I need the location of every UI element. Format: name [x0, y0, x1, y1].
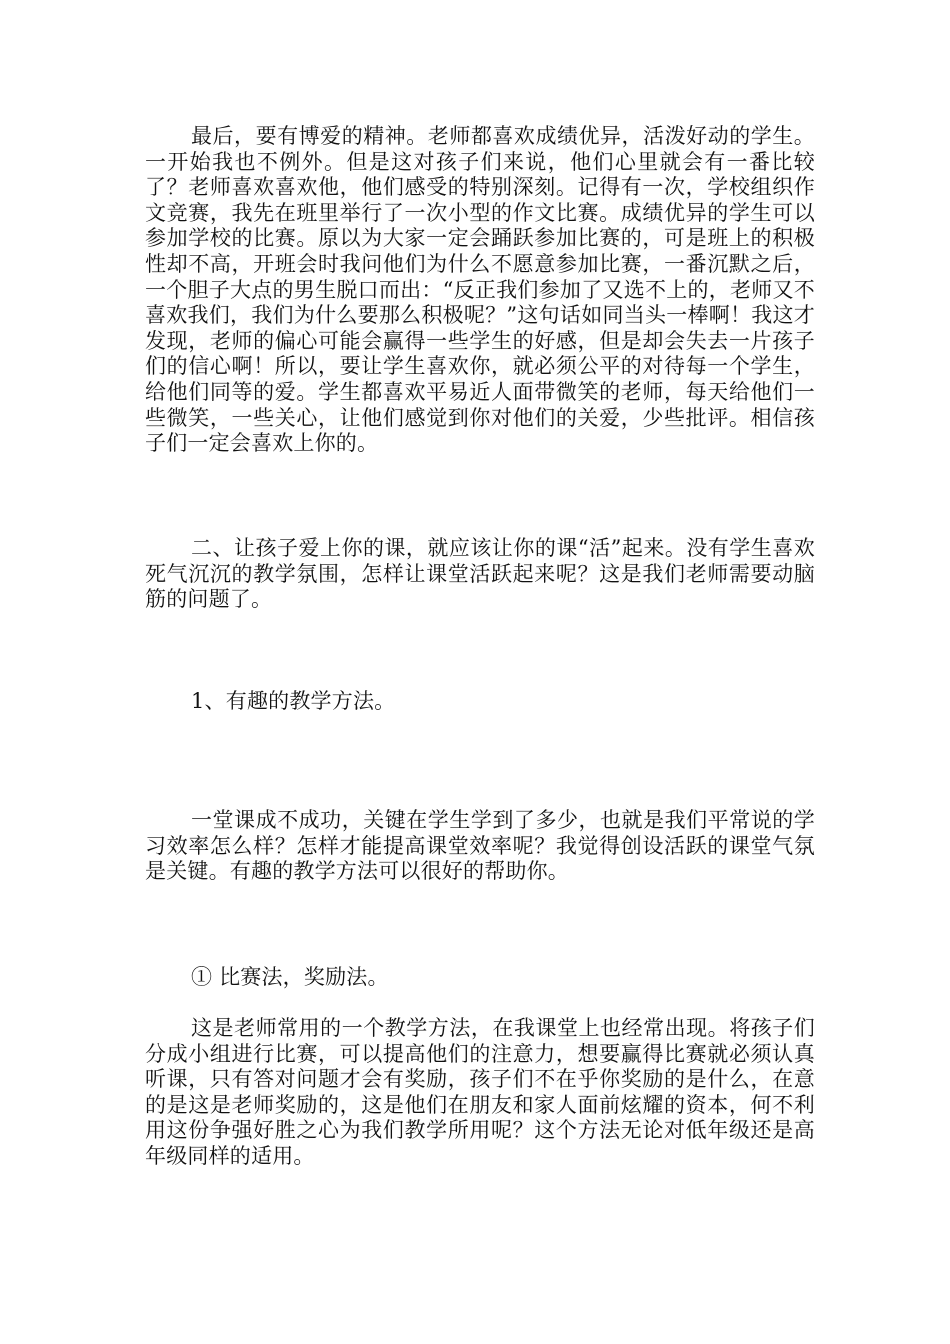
- subheading-teaching-methods: 1、有趣的教学方法。: [191, 689, 396, 713]
- section-heading-lively-class: 二、让孩子爱上你的课，就应该让你的课“活”起来。没有学生喜欢死气沉沉的教学氛围，怎样让课堂活跃起来呢？这是我们老师需要动脑筋的问题了。: [145, 536, 815, 612]
- subheading-competition-reward: ① 比赛法，奖励法。: [191, 965, 389, 989]
- paragraph-class-efficiency: 一堂课成不成功，关键在学生学到了多少，也就是我们平常说的学习效率怎么样？怎样才能提高课堂效率呢？我觉得创设活跃的课堂气氛是关键。有趣的教学方法可以很好的帮助你。: [145, 808, 815, 884]
- paragraph-competition-method: 这是老师常用的一个教学方法，在我课堂上也经常出现。将孩子们分成小组进行比赛，可以提高他们的注意力，想要赢得比赛就必须认真听课，只有答对问题才会有奖励，孩子们不在乎你奖励的是什么，在意的是这是老师奖励的，这是他们在朋友和家人面前炫耀的资本，何不利用这份争强好胜之心为我们教学所用呢？这个方法无论对低年级还是高年级同样的适用。: [145, 1016, 815, 1168]
- paragraph-universal-love: 最后，要有博爱的精神。老师都喜欢成绩优异，活泼好动的学生。一开始我也不例外。但是这对孩子们来说，他们心里就会有一番比较了？老师喜欢喜欢他，他们感受的特别深刻。记得有一次，学校组织作文竞赛，我先在班里举行了一次小型的作文比赛。成绩优异的学生可以参加学校的比赛。原以为大家一定会踊跃参加比赛的，可是班上的积极性却不高，开班会时我问他们为什么不愿意参加比赛，一番沉默之后，一个胆子大点的男生脱口而出：“反正我们参加了又选不上的，老师又不喜欢我们，我们为什么要那么积极呢？”这句话如同当头一棒啊！我这才发现，老师的偏心可能会赢得一些学生的好感，但是却会失去一片孩子们的信心啊！所以，要让学生喜欢你，就必须公平的对待每一个学生，给他们同等的爱。学生都喜欢平易近人面带微笑的老师，每天给他们一些微笑，一些关心，让他们感觉到你对他们的关爱，少些批评。相信孩子们一定会喜欢上你的。: [145, 124, 815, 456]
